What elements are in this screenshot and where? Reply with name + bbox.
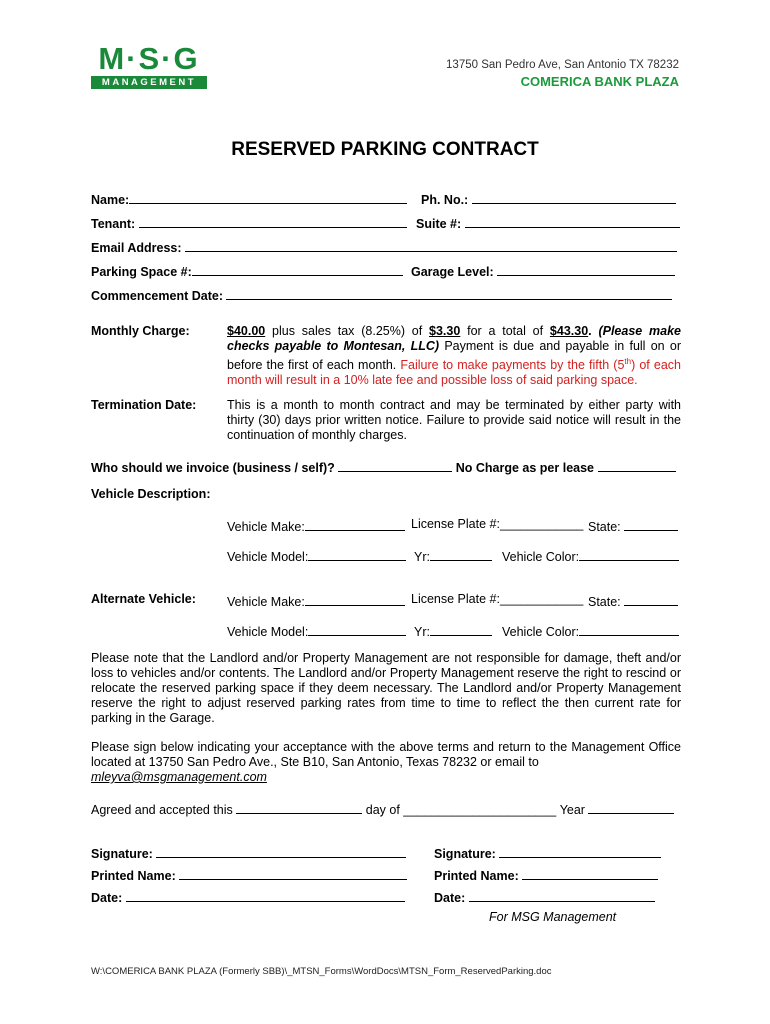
page-title: RESERVED PARKING CONTRACT [231,139,539,160]
vehicle-make-label: Vehicle Make: [227,520,305,534]
management-email-link[interactable]: mleyva@msgmanagement.com [91,770,267,784]
alt-year-field[interactable] [430,622,492,636]
alt-license-plate-label: License Plate #:____________ [411,592,584,606]
suite-label: Suite #: [416,217,462,231]
alt-vehicle-color-row [502,622,679,640]
msg-logo [91,41,207,90]
year-label: Yr: [414,550,430,564]
garage-field[interactable] [497,262,675,276]
monthly-t4: Payment is due and payable in full on or before the first of each month. [227,339,681,373]
logo-sub: MANAGEMENT [91,76,207,89]
alt-vehicle-color-label: Vehicle Color: [502,625,580,639]
msg-printed-name-label: Printed Name: [434,869,519,883]
tenant-printed-name-row [91,866,407,884]
sign-note-text: Please sign below indicating your acceptance with the above terms and return to the Management Office located at 13750 San Pedro Ave., Ste B10, San Antonio, Texas 78232 or email to [91,740,681,769]
phone-row [421,190,676,208]
vehicle-make-row [227,517,405,535]
agreed-row [91,800,674,818]
monthly-text [227,324,681,388]
tenant-signature-row [91,844,406,862]
termination-text: This is a month to month contract and may be terminated by either party with thirty (30) days prior written notice. Failure to provide said notice will result in the continuation of monthly charges. [227,398,681,442]
footer-path: W:\COMERICA BANK PLAZA (Formerly SBB)\_MTSN_Forms\WordDocs\MTSN_Form_ReservedParking.doc [91,966,552,977]
logo-letters: M·S·G [98,41,200,76]
tenant-date-field[interactable] [126,888,405,902]
alt-year-row [414,622,492,640]
tenant-printed-name-label: Printed Name: [91,869,176,883]
monthly-payable: (Please make checks payable to Montesan, LLC) [227,324,681,353]
agreed-day-field[interactable] [236,800,362,814]
tenant-signature-field[interactable] [156,844,406,858]
for-msg-label: For MSG Management [489,910,617,924]
state-field[interactable] [624,517,678,531]
vehicle-model-row [227,547,406,565]
phone-label: Ph. No.: [421,193,469,207]
tenant-date-row [91,888,405,906]
agreed-label: Agreed and accepted this [91,803,233,817]
monthly-total: $43.30 [549,324,589,338]
suite-field[interactable] [465,214,680,228]
tenant-field[interactable] [139,214,407,228]
commencement-row [91,286,672,304]
vehicle-model-field[interactable] [308,547,406,561]
alt-vehicle-model-row [227,622,406,640]
monthly-late-a: Failure to make payments by the fifth (5 [400,358,625,373]
email-field[interactable] [185,238,677,252]
license-plate-row [411,517,583,532]
tenant-row [91,214,407,232]
monthly-t2: for a total of [460,324,550,338]
alt-vehicle-model-field[interactable] [308,622,406,636]
email-row [91,238,677,256]
msg-signature-field[interactable] [499,844,661,858]
tenant-signature-label: Signature: [91,847,153,861]
msg-date-label: Date: [434,891,466,905]
state-row [588,517,678,535]
vehicle-color-field[interactable] [579,547,679,561]
sign-note [91,740,681,785]
tenant-label: Tenant: [91,217,136,231]
year-field[interactable] [430,547,492,561]
msg-printed-name-row [434,866,658,884]
monthly-amount: $40.00 [227,324,266,338]
invoice-field[interactable] [338,458,452,472]
monthly-label: Monthly Charge: [91,324,190,338]
monthly-t3: . [588,324,599,338]
parking-label: Parking Space #: [91,265,192,279]
termination-label: Termination Date: [91,398,197,412]
alt-vehicle-label: Alternate Vehicle: [91,592,196,606]
agreed-year: Year [559,803,585,817]
tenant-printed-name-field[interactable] [179,866,407,880]
monthly-t1: plus sales tax (8.25%) of [265,324,430,338]
alt-year-label: Yr: [414,625,430,639]
msg-date-field[interactable] [469,888,655,902]
alt-state-field[interactable] [624,592,678,606]
agreed-dayof: day of ______________________ [365,803,557,817]
msg-signature-label: Signature: [434,847,496,861]
liability-note: Please note that the Landlord and/or Property Management are not responsible for damage, theft and/or loss to vehicles and/or contents. The Landlord and/or Property Management reserve the right to rescind or relocate the reserved parking space if they deem necessary. The Landlord and/or Property Management reserve the right to adjust reserved parking rates from time to time to reflect the then current rate for parking in the Garage. [91,651,681,725]
name-field[interactable] [129,190,407,204]
alt-state-row [588,592,678,610]
invoice-row [91,458,676,476]
commencement-label: Commencement Date: [91,289,223,303]
monthly-late-sup: th [624,357,632,366]
vehicle-desc-label: Vehicle Description: [91,487,211,501]
alt-vehicle-make-field[interactable] [305,592,405,606]
header-address: 13750 San Pedro Ave, San Antonio TX 78232 [446,59,679,71]
vehicle-color-label: Vehicle Color: [502,550,580,564]
agreed-year-field[interactable] [588,800,674,814]
name-label: Name: [91,193,130,207]
no-charge-field[interactable] [598,458,676,472]
state-label: State: [588,520,621,534]
suite-row [416,214,680,232]
garage-label: Garage Level: [411,265,494,279]
alt-vehicle-color-field[interactable] [579,622,679,636]
invoice-question: Who should we invoice (business / self)? [91,461,335,475]
header-property: COMERICA BANK PLAZA [520,74,679,89]
parking-field[interactable] [192,262,403,276]
phone-field[interactable] [472,190,676,204]
monthly-late-b: ) of each month will result in a 10% late fee and possible loss of said parking space. [227,358,681,388]
msg-date-row [434,888,655,906]
msg-signature-row [434,844,661,862]
vehicle-make-field[interactable] [305,517,405,531]
no-charge-label: No Charge as per lease [455,461,595,475]
license-plate-label: License Plate #:____________ [411,517,584,531]
name-row [91,190,407,208]
email-label: Email Address: [91,241,182,255]
monthly-tax: $3.30 [429,324,461,338]
alt-vehicle-make-row [227,592,405,610]
alt-license-plate-row [411,592,583,607]
alt-vehicle-model-label: Vehicle Model: [227,625,309,639]
garage-row [411,262,675,280]
year-row [414,547,492,565]
msg-printed-name-field[interactable] [522,866,658,880]
tenant-date-label: Date: [91,891,123,905]
vehicle-model-label: Vehicle Model: [227,550,309,564]
alt-state-label: State: [588,595,621,609]
parking-row [91,262,403,280]
commencement-field[interactable] [226,286,672,300]
vehicle-color-row [502,547,679,565]
alt-vehicle-make-label: Vehicle Make: [227,595,305,609]
